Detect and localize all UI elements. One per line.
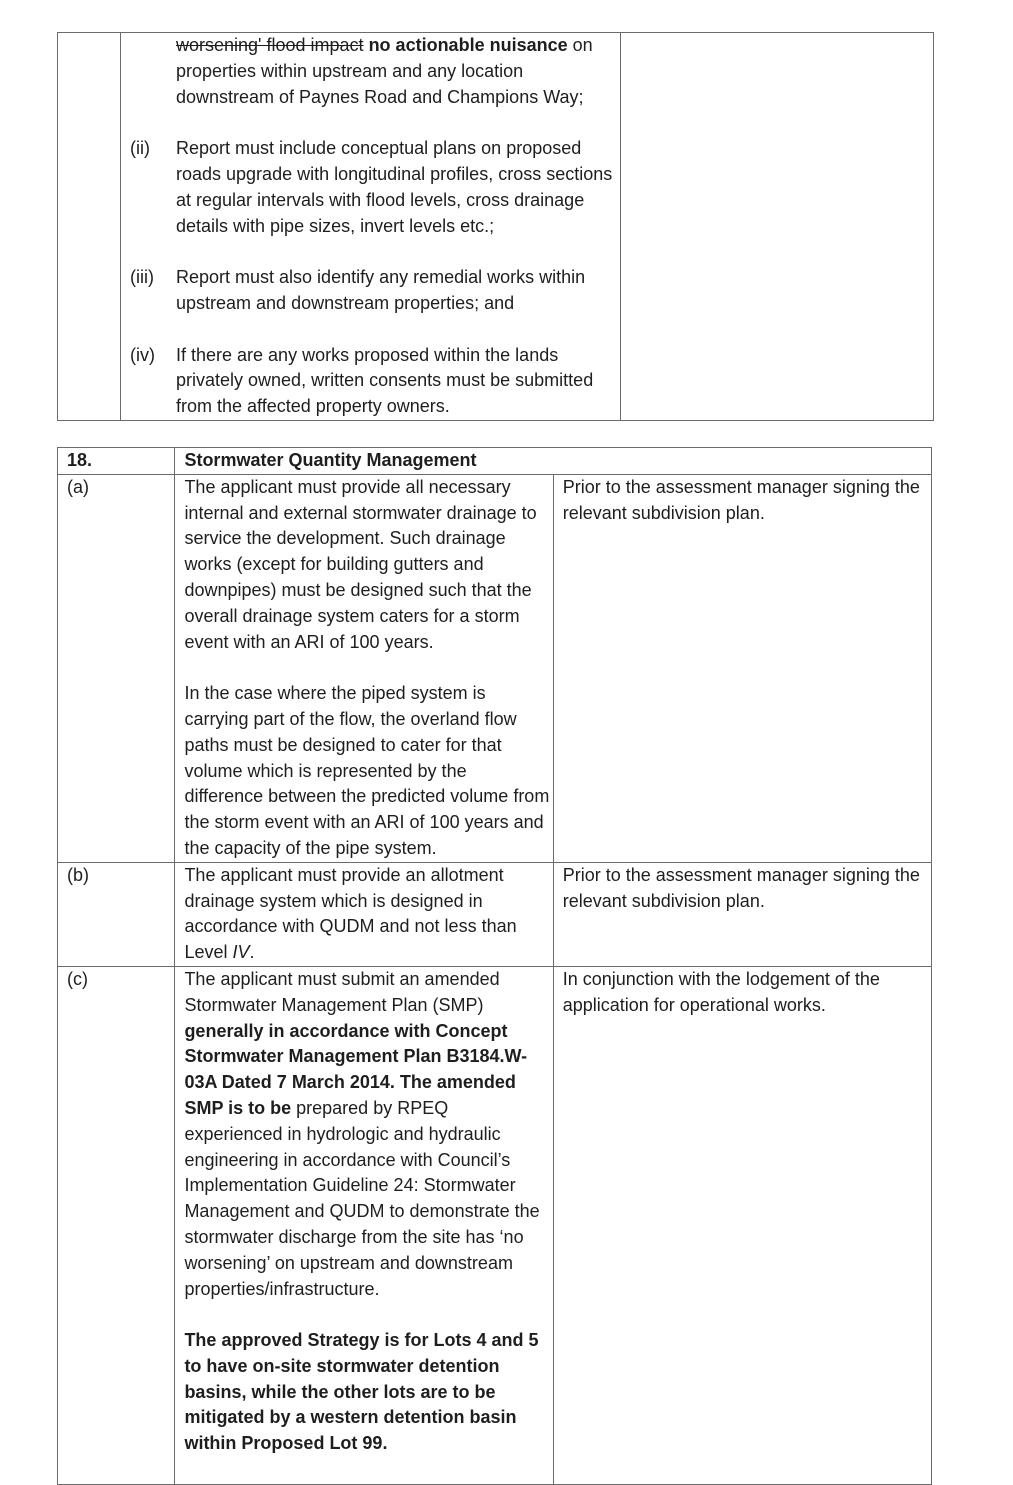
row-label: (a) [58,474,175,862]
sub-item-i [121,33,620,110]
bold-text: generally in accordance with Concept Stormwater Management Plan B3184.W-03A Dated 7 March 2014. The amended SMP is to be [184,1020,528,1118]
item-numeral: (iv) [130,344,155,365]
continuation-requirement-cell [121,33,621,421]
requirement-cell [175,474,553,862]
timing-cell: Prior to the assessment manager signing the relevant subdivision plan. [553,862,931,966]
paragraph [184,967,549,1302]
paragraph: The applicant must provide all necessary internal and external stormwater drainage to service the development. Such drainage works (except for building gutters and downpipes) must be designed such that the overall drainage system caters for a storm event with an ARI of 100 years. [184,476,537,652]
requirement-text: The applicant must submit an amended Stormwater Management Plan (SMP) [184,968,500,1015]
requirement-text-end: . [249,942,255,963]
requirement-text: The applicant must provide an allotment drainage system which is designed in accordance with QUDM and not less than Level [184,864,517,963]
table-row [58,474,932,862]
table-row [58,966,932,1484]
struck-text: worsening' flood impact [176,35,364,55]
bold-text: no actionable nuisance [368,35,568,55]
requirement-cell [175,966,553,1484]
paragraph: In the case where the piped system is carrying part of the flow, the overland flow paths must be designed to cater for that volume which is represented by the difference between the predicted volume from the storm event with an ARI of 100 years and the capacity of the pipe system. [184,683,550,858]
continuation-table [57,32,934,421]
item-text: If there are any works proposed within the lands privately owned, written consents must be submitted from the affected property owners. [176,344,594,417]
sub-item-iii [121,265,620,317]
continuation-timing-cell [621,33,934,421]
italic-level: IV [232,942,250,963]
item-text: Report must also identify any remedial works within upstream and downstream properties; and [176,267,586,313]
item-numeral: (ii) [130,138,150,159]
row-label: (b) [58,862,175,966]
sub-item-ii [121,136,620,239]
sub-item-iv [121,343,620,420]
section-header-row [58,448,932,475]
section-number: 18. [58,448,175,475]
item-text: Report must include conceptual plans on proposed roads upgrade with longitudinal profiles, cross sections at regular intervals with flood levels, cross drainage details with pipe sizes, invert levels etc.; [176,138,613,236]
timing-cell: In conjunction with the lodgement of the application for operational works. [553,966,931,1484]
item-text: on properties within upstream and any location downstream of Paynes Road and Champions Way; [176,35,593,107]
timing-cell: Prior to the assessment manager signing the relevant subdivision plan. [553,474,931,862]
requirement-text-rest: prepared by RPEQ experienced in hydrologic and hydraulic engineering in accordance with Council’s Implementation Guideline 24: Stormwater Management and QUDM to demonstrate the stormwater discharge from the site has ‘no worsening’ on upstream and downstream properties/infrastructure. [184,1097,540,1299]
requirement-cell [175,862,553,966]
row-label: (c) [58,966,175,1484]
section-18-table [57,447,932,1485]
strategy-paragraph: The approved Strategy is for Lots 4 and 5 to have on-site stormwater detention basins, while the other lots are to be mitigated by a western detention basin within Proposed Lot 99. [184,1330,539,1454]
item-numeral: (iii) [130,267,154,288]
continuation-number-cell [58,33,121,421]
section-title: Stormwater Quantity Management [175,448,932,475]
table-row [58,862,932,966]
